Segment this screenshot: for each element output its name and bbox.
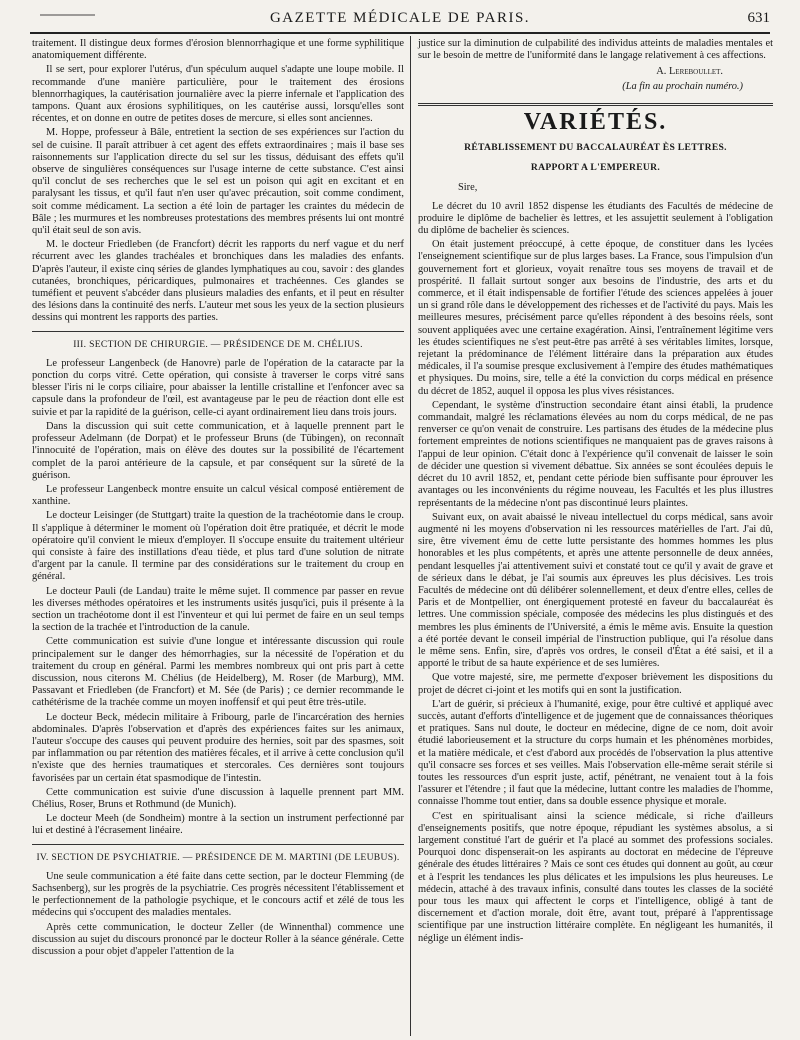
paragraph: Le docteur Beck, médecin militaire à Fribourg, parle de l'incarcération des hernies abdominales. D'après l'observation et d'après des expériences faites sur les animaux, l'auteur s'occupe des causes qui peuvent produire des hernies, soit par des spasmes, soit par inflammation ou par rétention des matières fécales, et il arrive à cette conclusion qu'il n'existe que des hernies traumatiques et stercorales. Ces dernières sont toujours favorisées par un certain état spasmodique de l'intestin. — [32, 711, 404, 784]
paragraph: Le docteur Meeh (de Sondheim) montre à la section un instrument perfectionné par lui et destiné à l'écrasement linéaire. — [32, 813, 404, 837]
paragraph: Le docteur Pauli (de Landau) traite le même sujet. Il commence par passer en revue les diverses méthodes opératoires et les instruments usités jusqu'ici, puis il présente à la section un trachéotome dont il est l'inventeur et qui lui permet de faire en un seul temps la section de la trachée et l'introduction de la canule. — [32, 585, 404, 634]
paragraph: justice sur la diminution de culpabilité des individus atteints de maladies mentales et sur le besoin de mettre de l'uniformité dans le langage relativement à ces affections. — [418, 38, 773, 62]
paragraph: Que votre majesté, sire, me permette d'exposer brièvement les dispositions du projet de décret ci-joint et les motifs qui en sont la justification. — [418, 672, 773, 696]
continued-note: (La fin au prochain numéro.) — [622, 80, 743, 92]
paragraph: Le professeur Langenbeck montre ensuite un calcul vésical composé entièrement de xanthine. — [32, 483, 404, 508]
double-rule — [418, 103, 773, 106]
right-column — [418, 38, 773, 947]
paragraph: Cette communication est suivie d'une discussion à laquelle prennent part MM. Chélius, Roser, Bruns et Rothmund (de Munich). — [32, 786, 404, 810]
section-title: VARIÉTÉS. — [523, 108, 668, 135]
report-title: RAPPORT A L'EMPEREUR. — [530, 162, 661, 174]
paragraph: M. Hoppe, professeur à Bâle, entretient la section de ses expériences sur l'action du sel de cuisine. Il paraît attribuer à cet agent des effets extraordinaires ; mais il base ses raisonnements sur l'application directe du sel sur les tissus, déduisant des effets qu'il observe de singulières conséquences sur l'usage interne de cette substance. C'est ainsi qu'il conclut de ses recherches que le sel est un poison qui agit en excitant et en paralysant les tissus, et qu'il faut n'en user qu'avec précaution, soit comme condiment, soit comme médicament. La section a été loin de partager les craintes du médecin de Bâle ; les murmures et les nombreuses protestations des membres présents lui ont montré qu'il était seul de son avis. — [32, 127, 404, 237]
paragraph: C'est en spiritualisant ainsi la science médicale, si riche d'ailleurs d'enseignements positifs, que notre époque, répudiant les systèmes absolus, a si largement constitué l'art de guérir et l'a placé au sommet des professions sociales. Pourquoi donc dispenserait-on les aspirants au doctorat en médecine de l'épreuve générale des études littéraires ? Mais ce sont ces études qui donnent au goût, au cœur et à l'esprit les tendances les plus délicates et les impulsions les plus heureuses. Le médecin, attaché à des travaux infinis, consulté dans toutes les classes de la société pour tous les maux qui affectent le corps et l'intelligence, obligé à tant de discernement et d'action morale, doit être, avant tout, préparé à l'apprentissage scientifique par une instruction littéraire complète. En négligeant les humanités, il néglige un élément indis- — [418, 810, 773, 944]
section-heading: III. SECTION DE CHIRURGIE. — PRÉSIDENCE DE M. CHÉLIUS. — [73, 338, 363, 350]
paragraph: Une seule communication a été faite dans cette section, par le docteur Flemming (de Sachsenberg), sur les progrès de la psychiatrie. Ces progrès nécessitent l'établissement et le perfectionnement de la pathologie psychique, et le concours actif et zélé de tous les médecins qui s'occupent des maladies mentales. — [32, 870, 404, 919]
paragraph: Après cette communication, le docteur Zeller (de Winnenthal) commence une discussion au sujet du discours prononcé par le docteur Roller à la séance générale. Cette discussion a pour objet d'appeler l'attention de la — [32, 921, 404, 958]
paragraph: Cependant, le système d'instruction secondaire étant ainsi établi, la prudence commandait, malgré les réclamations élevées au nom du corps médical, de ne pas renverser ce qu'on venait de construire. Les partisans des études de la médecine plus fortement empreintes de notions scientifiques ne manquaient pas de graves raisons à l'appui de leur opinion. C'était donc à l'expérience qu'il convenait de laisser le soin de décider une question si vivement débattue. Six années se sont écoulées depuis le décret du 10 avril 1852, et, pendant cette période bien suffisante pour éprouver les avantages ou les inconvénients du régime nouveau, les Facultés et les plus illustres représentants de la médecine n'ont pas discontinué leurs plaintes. — [418, 399, 773, 509]
paragraph: Le docteur Leisinger (de Stuttgart) traite la question de la trachéotomie dans le croup. Il s'applique à déterminer le moment où l'opération doit être pratiquée, et décrit le mode opératoire qu'il convient le mieux d'employer. Il s'occupe ensuite du traitement ultérieur qui consiste à faire des instillations d'eau tiède, et plus tard d'une solution de nitrate d'argent par la canule. Il termine par des considérations sur le traitement du croup en général. — [32, 510, 404, 583]
paragraph: Le décret du 10 avril 1852 dispense les étudiants des Facultés de médecine de produire le diplôme de bachelier ès lettres, et les assujettit seulement à l'obligation du diplôme de bachelier ès sciences. — [418, 200, 773, 237]
paragraph: Le professeur Langenbeck (de Hanovre) parle de l'opération de la cataracte par la ponction du corps vitré. Cette opération, qui consiste à traverser le corps vitré sans blesser l'iris ni le corps ciliaire, pour abaisser la lentille cristalline et l'enfoncer avec sa capsule dans la profondeur de l'œil, est avantageuse par le peu de réaction dont elle est suivie et par la rapidité de la guérison, celle-ci ayant ordinairement lieu dans trois jours. — [32, 357, 404, 418]
paragraph: Cette communication est suivie d'une longue et intéressante discussion qui roule principalement sur le danger des hémorrhagies, sur la nécessité de l'opération et du traitement du croup en général. Parmi les membres nombreux qui ont pris part à cette discussion, nous citerons M. Chélius (de Heidelberg), M. Roser (de Marburg), MM. Passavant et Friedleben (de Francfort) et M. Sée (de Paris) ; ce dernier recommande le cathétérisme de la trachée comme un moyen inoffensif et qui peut être très-utile. — [32, 636, 404, 709]
page-number: 631 — [747, 10, 770, 26]
author-signature: A. Lereboullet. — [656, 66, 723, 78]
paragraph: M. le docteur Friedleben (de Francfort) décrit les rapports du nerf vague et du nerf récurrent avec les glandes trachéales et bronchiques dans les maladies des enfants. D'après l'auteur, il existe cinq séries de glandes lymphatiques au cou, savoir : des glandes cutanées, bronchiques, péricardiques, pulmonaires et trachéennes. Ces glandes se tuméfient et peuvent s'abcéder dans plusieurs maladies des enfants, et il peut en résulter des lésions dans la continuité des nerfs. L'auteur met sous les yeux de la section plusieurs dessins qui montrent les rapports des parties. — [32, 239, 404, 324]
divider — [32, 844, 404, 845]
salutation: Sire, — [458, 182, 478, 194]
paragraph: Suivant eux, on avait abaissé le niveau intellectuel du corps médical, sans avoir augmenté ni les moyens d'observation ni les ressources matérielles de l'art. J'ai dû, sire, être vivement ému de cette lutte persistante des hommes hommes les plus honorables et les plus compétents, et après une attente personnelle de deux années, pendant lesquelles j'ai attentivement suivi et constaté tout ce qu'il y avait de grave et de sérieux dans le débat, je l'ai soumis aux épreuves les plus décisives. Les trois Facultés de médecine ont dû délibérer solennellement, et deux d'entre elles, celles de Paris et de Montpellier, ont énergiquement protesté en faveur du baccalauréat ès lettres. Une commission spéciale, composée des médecins les plus distingués et des membres les plus éminents de l'Université, a émis le même avis. Ensuite la question a été portée devant le conseil impérial de l'instruction publique, qui l'a résolue dans le même sens. Enfin, sire, d'après vos ordres, le conseil d'État a été saisi, et il a apporté le tribut de sa haute expérience et de ses lumières. — [418, 511, 773, 670]
header-rule — [30, 32, 770, 34]
divider — [32, 331, 404, 332]
paragraph: traitement. Il distingue deux formes d'érosion blennorrhagique et une forme syphilitique anatomiquement différente. — [32, 38, 404, 62]
paragraph: On était justement préoccupé, à cette époque, de constituer dans les lycées l'enseignement scientifique sur de plus larges bases. La France, sous l'impulsion d'un gouvernement fort et glorieux, voyait renaître tous ses moyens de travail et de prospérité. Il fallait surtout songer aux besoins de l'industrie, des arts et du commerce, et il était indispensable de fortifier l'étude des sciences appelées à jouer un si grand rôle dans le développement des richesses et de l'activité du pays. Mais les meilleures mesures, précisément parce qu'elles répondent à des besoins réels, sont souvent appliquées avec une certaine exagération. Ainsi, l'entraînement légitime vers les études scientifiques ne s'est peut-être pas arrêté à ses véritables limites, lorsque, rejetant la prédominance de l'élément littéraire dans la préparation aux études médicales, il l'a soumise presque exclusivement à l'empire des études mathématiques et physiques. Du moins, sire, telle a été la conviction du corps médical en présence du décret de 1852, auquel il opposa les plus vives résistances. — [418, 239, 773, 397]
article-subtitle: RÉTABLISSEMENT DU BACCALAURÉAT ÈS LETTRES. — [464, 142, 727, 154]
journal-title: GAZETTE MÉDICALE DE PARIS. — [269, 10, 531, 26]
paragraph: Dans la discussion qui suit cette communication, et à laquelle prennent part le professeur Adelmann (de Dorpat) et le professeur Bruns (de Tübingen), on reconnaît l'innocuité de l'opération, mais on élève des doutes sur la possibilité de l'écartement complet de la paroi antérieure de la capsule, et par conséquent sur la sûreté de la guérison. — [32, 420, 404, 481]
paragraph: L'art de guérir, si précieux à l'humanité, exige, pour être cultivé et appliqué avec succès, autant d'efforts d'intelligence et de jugement que de connaissances théoriques et pratiques. Sans nul doute, le docteur en médecine, digne de ce nom, doit avoir étudié laborieusement et la structure du corps humain et les phénomènes morbides, et la matière médicale, et c'est d'abord aux procédés de l'observation la plus attentive qu'il consacre ses forces et ses veilles. Mais l'observation elle-même serait stérile si toutes les ressources d'un esprit juste, actif, pénétrant, ne venaient tout à la fois l'assurer et l'étendre ; il faut que la médecine, luttant contre les maladies de l'homme, connaisse l'homme tout entier, dans sa double essence physique et morale. — [418, 698, 773, 808]
section-heading: IV. SECTION DE PSYCHIATRIE. — PRÉSIDENCE DE M. MARTINI (DE LEUBUS). — [36, 851, 400, 863]
page-header — [0, 0, 800, 34]
paragraph: Il se sert, pour explorer l'utérus, d'un spéculum auquel s'adapte une loupe mobile. Il recommande d'une manière particulière, pour le traitement des érosions blennorrhagiques, la cautérisation journalière avec la pierre infernale et l'application des tampons. Quant aux érosions syphilitiques, on les cautérise aussi, lorsqu'elles sont récentes, et on donne en outre de petites doses de mercure, si elles sont anciennes. — [32, 64, 404, 125]
left-column — [32, 38, 404, 960]
column-divider — [410, 36, 411, 1036]
